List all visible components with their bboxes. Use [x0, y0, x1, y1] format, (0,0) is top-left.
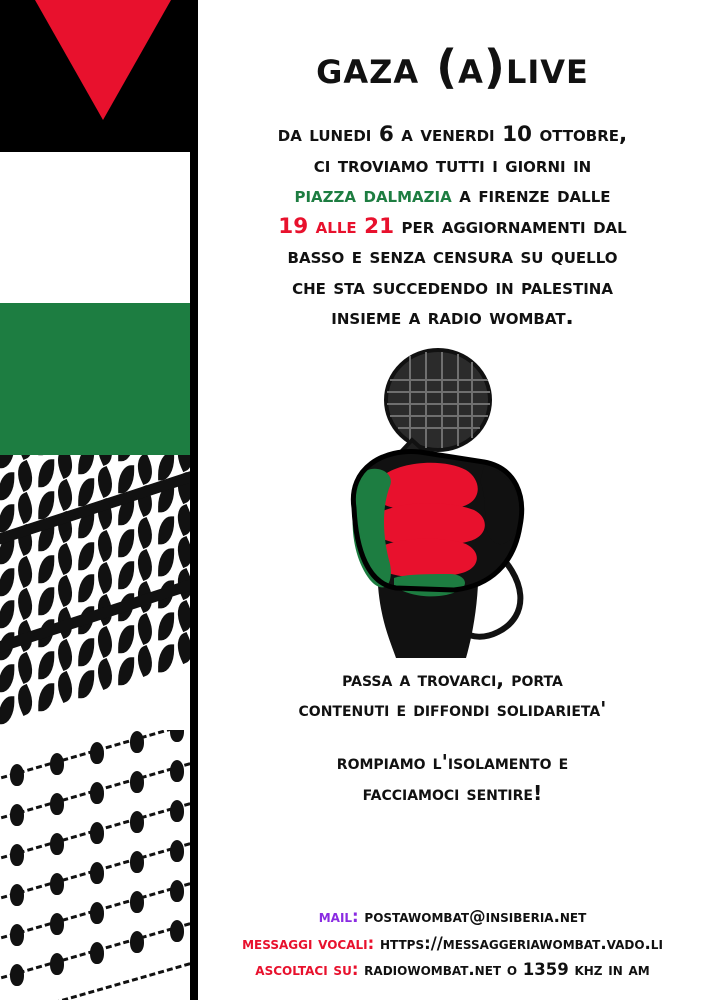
closing-line: facciamoci sentire! [362, 780, 543, 805]
keffiyeh-leaf [38, 459, 54, 487]
net-dot [90, 782, 104, 804]
intro-text-segment: basso e senza censura su quello [287, 244, 618, 270]
keffiyeh-leaf [78, 574, 94, 602]
contact-value[interactable]: postawombat@insiberia.net [364, 906, 587, 926]
intro-text-segment: ci troviamo tutti i giorni in [313, 152, 592, 178]
contact-row [198, 931, 707, 958]
net-dot [50, 913, 64, 935]
keffiyeh-leaf [158, 644, 174, 672]
keffiyeh-leaf [0, 472, 14, 500]
keffiyeh-leaf [132, 613, 158, 645]
net-dot [170, 730, 184, 742]
net-dot [130, 891, 144, 913]
contact-value[interactable]: radiowombat.net o 1359 khz in am [364, 960, 650, 980]
left-column-divider [190, 0, 198, 1000]
page-title: gaza (a)live [316, 40, 589, 94]
net-dot [50, 793, 64, 815]
flag-red-triangle [35, 0, 171, 120]
flag-band-white [0, 152, 198, 303]
net-dot [10, 884, 24, 906]
net-dot [170, 760, 184, 782]
net-dot [130, 731, 144, 753]
keffiyeh-leaf [12, 492, 38, 524]
intro-text-segment: da lunedi 6 a venerdi 10 ottobre, [277, 122, 628, 147]
keffiyeh-leaf [158, 548, 174, 576]
keffiyeh-leaf [52, 479, 78, 511]
net-dot [90, 822, 104, 844]
keffiyeh-leaf [0, 664, 14, 692]
net-dot [90, 942, 104, 964]
intro-paragraph [216, 120, 689, 334]
net-dot [10, 924, 24, 946]
keffiyeh-leaf [38, 651, 54, 679]
closing-line: passa a trovarci, porta [342, 666, 563, 691]
net-dot [90, 862, 104, 884]
keffiyeh-leaf [118, 625, 134, 653]
keffiyeh-leaf [132, 455, 158, 485]
keffiyeh-leaf [12, 460, 38, 492]
keffiyeh-leaf [52, 455, 78, 479]
keffiyeh-leaf [92, 530, 118, 562]
contact-label: mail: [318, 906, 365, 926]
net-dot [10, 844, 24, 866]
net-dot [10, 964, 24, 986]
intro-line [216, 120, 689, 151]
keffiyeh-leaf [52, 671, 78, 703]
keffiyeh-leaf [92, 626, 118, 658]
closing-spacer [220, 725, 685, 747]
intro-text-segment: per aggiornamenti dal [394, 213, 627, 239]
keffiyeh-leaf [0, 696, 14, 724]
keffiyeh-leaf [132, 549, 158, 581]
net-dot [10, 764, 24, 786]
net-dot [50, 873, 64, 895]
keffiyeh-leaf [158, 516, 174, 544]
keffiyeh-leaf-pattern [0, 455, 198, 730]
keffiyeh-leaf [38, 683, 54, 711]
keffiyeh-leaf [92, 466, 118, 498]
keffiyeh-leaf [52, 575, 78, 607]
intro-line [216, 181, 689, 212]
keffiyeh-leaf [0, 568, 14, 596]
contact-label: messaggi vocali: [242, 933, 380, 953]
net-dot [50, 953, 64, 975]
closing-line: rompiamo l'isolamento e [336, 750, 569, 775]
intro-line [216, 212, 689, 243]
keffiyeh-leaf [52, 639, 78, 671]
keffiyeh-leaf [0, 600, 14, 628]
intro-text-segment: a firenze dalle [451, 183, 611, 209]
keffiyeh-leaf [12, 588, 38, 620]
keffiyeh-leaf [78, 670, 94, 698]
intro-line [216, 242, 689, 273]
keffiyeh-leaf [132, 645, 158, 677]
intro-text-segment: che sta succedendo in palestina [292, 274, 613, 300]
keffiyeh-net-pattern [0, 730, 198, 1000]
keffiyeh-leaf [92, 658, 118, 690]
keffiyeh-leaf [118, 529, 134, 557]
keffiyeh-leaf [12, 556, 38, 588]
keffiyeh-leaf [118, 657, 134, 685]
closing-paragraph [220, 664, 685, 809]
flag-band-green [0, 303, 198, 455]
net-dot [50, 833, 64, 855]
intro-text-segment: insieme a radio wombat. [331, 305, 574, 331]
contact-label: ascoltaci su: [255, 960, 365, 980]
keffiyeh-leaf [52, 543, 78, 575]
net-dot [170, 840, 184, 862]
keffiyeh-leaf [38, 555, 54, 583]
keffiyeh-leaf [158, 612, 174, 640]
illustration-fist-microphone [198, 340, 707, 660]
keffiyeh-leaf [12, 652, 38, 684]
intro-text-segment: piazza dalmazia [294, 183, 452, 209]
intro-line [216, 151, 689, 182]
net-dot [50, 753, 64, 775]
keffiyeh-leaf [92, 562, 118, 594]
intro-line [216, 273, 689, 304]
contact-row [198, 904, 707, 931]
net-dot [90, 742, 104, 764]
net-dot [130, 931, 144, 953]
keffiyeh-leaf [38, 587, 54, 615]
net-dot [90, 902, 104, 924]
contact-value[interactable]: https://messaggeriawombat.vado.li [379, 933, 663, 953]
net-dot [170, 800, 184, 822]
keffiyeh-leaf [78, 542, 94, 570]
contact-row [198, 957, 707, 984]
net-dot [170, 920, 184, 942]
contacts-block [198, 904, 707, 984]
intro-line [216, 303, 689, 334]
net-dot [10, 804, 24, 826]
palestinian-flag-graphic [0, 0, 198, 455]
poster-content [198, 0, 707, 1000]
intro-text-segment: 19 alle 21 [278, 213, 395, 239]
closing-line: contenuti e diffondi solidarieta' [298, 697, 607, 722]
keffiyeh-leaf [12, 684, 38, 716]
net-dot [130, 771, 144, 793]
net-dot [130, 851, 144, 873]
net-dot [170, 880, 184, 902]
left-decorative-column [0, 0, 198, 1000]
keffiyeh-leaf [118, 561, 134, 589]
keffiyeh-leaf [132, 517, 158, 549]
keffiyeh-leaf [78, 638, 94, 666]
net-dot [130, 811, 144, 833]
